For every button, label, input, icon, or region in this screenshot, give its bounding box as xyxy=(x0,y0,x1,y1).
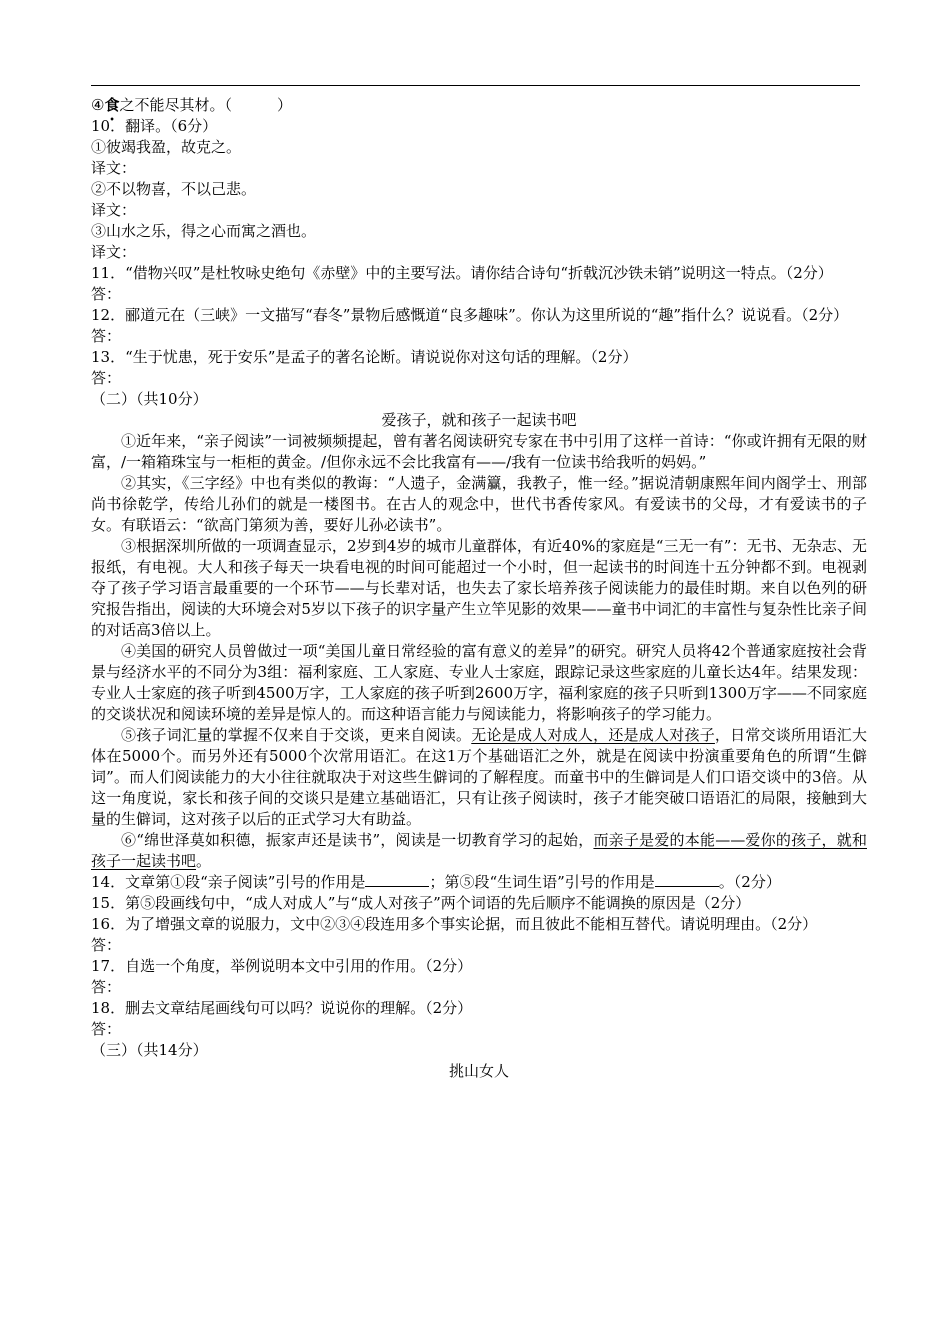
question-10-item-3: ③山水之乐，得之心而寓之酒也。 xyxy=(91,222,317,240)
question-10-item-2: ②不以物喜，不以己悲。 xyxy=(91,180,257,198)
answer-label: 答： xyxy=(91,1020,122,1038)
answer-blank[interactable] xyxy=(655,872,719,887)
section-3-title: 挑山女人 xyxy=(448,1062,509,1080)
answer-label: 答： xyxy=(91,936,122,954)
answer-label: 答： xyxy=(91,327,122,345)
translation-label: 译文： xyxy=(91,243,137,261)
section-2-header: （二）（共10分） xyxy=(91,390,208,408)
article-paragraph-5: ⑤孩子词汇量的掌握不仅来自于交谈，更来自阅读。无论是成人对成人，还是成人对孩子，日常交谈所用语汇大体在5000个。而另外还有5000个次常用语汇。在这1万个基础语汇之外，就是在阅读中扮演重要角色的所谓“生僻词”。而人们阅读能力的大小往往就取决于对这些生僻词的了解程度。而童书中的生僻词是人们口语交谈中的3倍。从这一角度说，家长和孩子间的交谈只是建立基础语汇，只有让孩子阅读时，孩子才能突破口语语汇的局限，接触到大量的生僻词，这对孩子以后的正式学习大有助益。 xyxy=(91,726,867,828)
article-paragraph-3: ③根据深圳所做的一项调查显示，2岁到4岁的城市儿童群体，有近40%的家庭是“三无一有”：无书、无杂志、无报纸，有电视。大人和孩子每天一块看电视的时间可能超过一个小时，但一起读书的时间连十五分钟都不到。电视剥夺了孩子学习语言最重要的一个环节——与长辈对话，也失去了家长培养孩子阅读能力的最佳时期。来自以色列的研究报告指出，阅读的大环境会对5岁以下孩子的识字量产生立竿见影的效果——童书中词汇的丰富性与复杂性比亲子间的对话高3倍以上。 xyxy=(91,537,867,639)
question-12: 12．郦道元在（三峡》一文描写“春冬”景物后感慨道“良多趣味”。你认为这里所说的“趣”指什么？说说看。（2分） xyxy=(91,306,849,324)
header-rule xyxy=(91,85,860,86)
question-13: 13．“生于忧患，死于安乐”是孟子的著名论断。请说说你对这句话的理解。（2分） xyxy=(91,348,638,366)
emphasis-char: 食 xyxy=(104,96,120,114)
question-18: 18．删去文章结尾画线句可以吗？说说你的理解。（2分） xyxy=(91,999,473,1017)
question-16: 16．为了增强文章的说服力，文中②③④段连用多个事实论据，而且彼此不能相互替代。请说明理由。（2分） xyxy=(91,915,818,933)
question-17: 17．自选一个角度，举例说明本文中引用的作用。（2分） xyxy=(91,957,473,975)
answer-label: 答： xyxy=(91,285,122,303)
page-content xyxy=(91,95,867,1082)
question-10-title: 10．翻译。（6分） xyxy=(91,117,218,135)
article-paragraph-6: ⑥“绵世泽莫如积德，振家声还是读书”，阅读是一切教育学习的起始，而亲子是爱的本能——爱你的孩子，就和孩子一起读书吧。 xyxy=(91,831,867,870)
question-15: 15．第⑤段画线句中，“成人对成人”与“成人对孩子”两个词语的先后顺序不能调换的原因是（2分） xyxy=(91,894,751,912)
underlined-sentence: 无论是成人对成人，还是成人对孩子 xyxy=(471,726,715,744)
answer-label: 答： xyxy=(91,978,122,996)
article-paragraph-4: ④美国的研究人员曾做过一项“美国儿童日常经验的富有意义的差异”的研究。研究人员将42个普通家庭按社会背景与经济水平的不同分为3组：福利家庭、工人家庭、专业人士家庭，跟踪记录这些家庭的儿童长达4年。结果发现：专业人士家庭的孩子听到4500万字，工人家庭的孩子听到2600万字，福利家庭的孩子只听到1300万字——不同家庭的交谈状况和阅读环境的差异是惊人的。而这种语言能力与阅读能力，将影响孩子的学习能力。 xyxy=(91,642,867,723)
article-title: 爱孩子，就和孩子一起读书吧 xyxy=(381,411,577,429)
question-9-item-4: ④食之不能尽其材。（ ） xyxy=(91,96,292,114)
article-paragraph-2: ②其实，《三字经》中也有类似的教诲：“人遗子，金满籯，我教子，惟一经。”据说清朝康熙年间内阁学士、刑部尚书徐乾学，传给儿孙们的就是一楼图书。在古人的观念中，世代书香传家风。有爱读书的父母，才有爱读书的子女。有联语云：“欲高门第须为善，要好儿孙必读书”。 xyxy=(91,474,867,534)
answer-blank[interactable] xyxy=(365,872,429,887)
translation-label: 译文： xyxy=(91,159,137,177)
question-11: 11．“借物兴叹”是杜牧咏史绝句《赤壁》中的主要写法。请你结合诗句“折戟沉沙铁未销”说明这一特点。（2分） xyxy=(91,264,833,282)
answer-label: 答： xyxy=(91,369,122,387)
section-3-header: （三）（共14分） xyxy=(91,1041,208,1059)
article-paragraph-1: ①近年来，“亲子阅读”一词被频频提起，曾有著名阅读研究专家在书中引用了这样一首诗：“你或许拥有无限的财富，/一箱箱珠宝与一柜柜的黄金。/但你永远不会比我富有——/我有一位读书给我听的妈妈。” xyxy=(91,432,867,471)
translation-label: 译文： xyxy=(91,201,137,219)
underlined-sentence: 而亲子是爱的本能——爱你的孩子，就和孩子一起读书吧 xyxy=(91,831,867,870)
question-14: 14．文章第①段“亲子阅读”引号的作用是 ；第⑤段“生词生语”引号的作用是 。（2分） xyxy=(91,873,781,891)
question-10-item-1: ①彼竭我盈，故克之。 xyxy=(91,138,242,156)
